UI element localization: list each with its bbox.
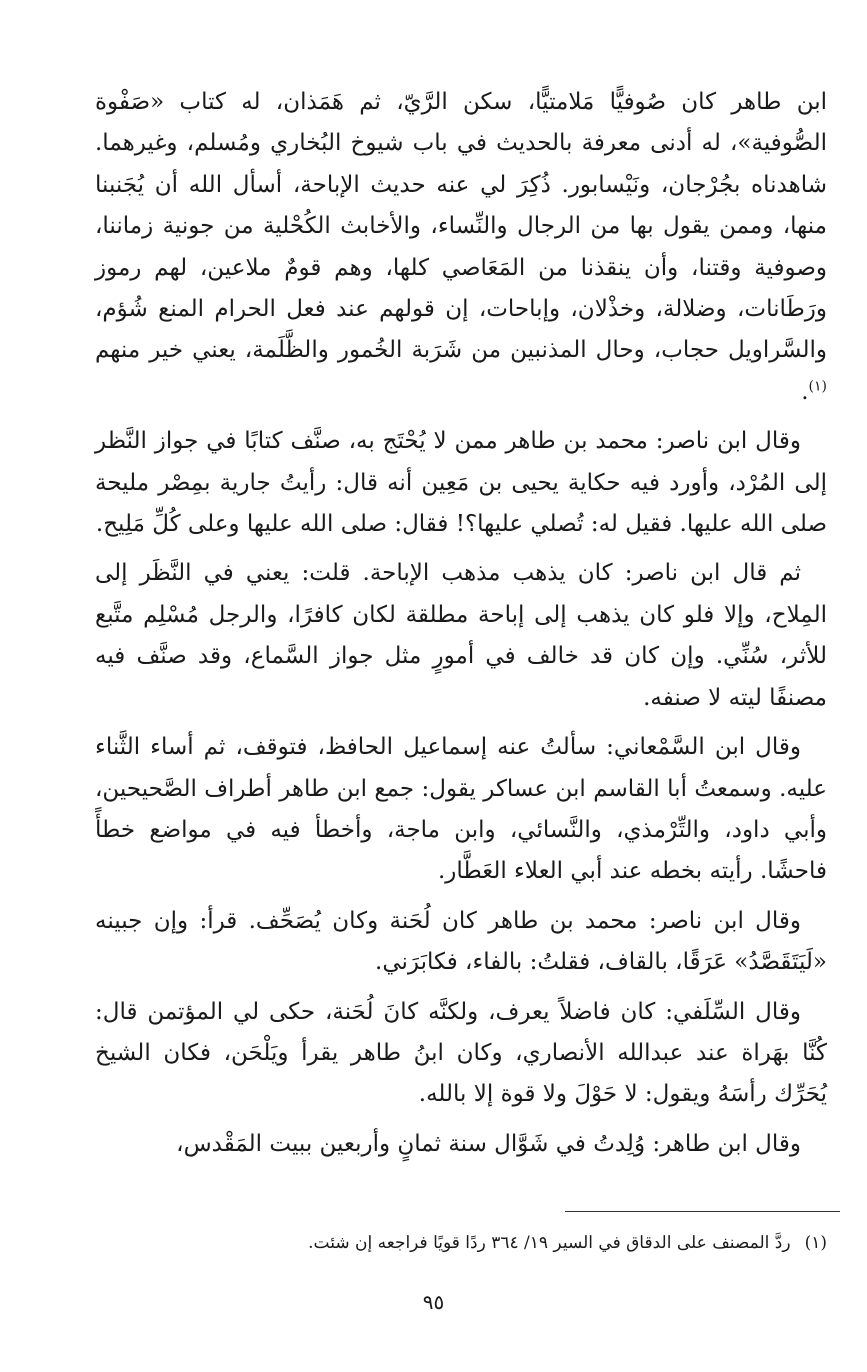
paragraph-5: وقال ابن ناصر: محمد بن طاهر كان لُحَنة وكان يُصَحِّف. قرأ: وإن جبينه «لَيَتَقَصَّدُ» عَرَقًا، بالقاف، فقلتُ: بالفاء، فكابَرَني.: [95, 907, 827, 976]
page-number: ٩٥: [422, 1290, 445, 1314]
paragraph-1: ابن طاهر كان صُوفيًّا مَلامتيًّا، سكن الرَّيّ، ثم هَمَذان، له كتاب «صَفْوة الصُّوفية»، له أدنى معرفة بالحديث في باب شيوخ البُخاري ومُسلم، وغيرهما. شاهدناه بجُرْجان، ونَيْسابور. ذُكِرَ لي عنه حديث الإباحة، أسأل الله أن يُجَنبنا منها، وممن يقول بها من الرجال والنِّساء، والأخابث الكُحْلية من جونية زماننا، وصوفية وقتنا، وأن ينقذنا من المَعَاصي كلها، وهم قومٌ ملاعين، لهم رموز ورَطَانات، وضلالة، وخذْلان، وإباحات، إن قولهم عند فعل الحرام المنع شُؤم، والسَّراويل حجاب، وحال المذنبين من شَرَبة الخُمور والظَّلَمة، يعني خير منهم $^{(١)}$.: [95, 89, 827, 405]
footnote-reference: (١): [808, 378, 827, 395]
footnote: [95, 1230, 827, 1256]
paragraph-2: وقال ابن ناصر: محمد بن طاهر ممن لا يُحْتَج به، صنَّف كتابًا في جواز النَّظر إلى المُرْد، وأورد فيه حكاية يحيى بن مَعِين أنه قال: رأيتُ جارية بمِصْر مليحة صلى الله عليها. فقيل له: تُصلي عليها؟! فقال: صلى الله عليها وعلى كُلِّ مَلِيح.: [95, 428, 827, 538]
footnote-text: ردَّ المصنف على الدقاق في السير ١٩/ ٣٦٤ ردًا قويًا فراجعه إن شئت.: [308, 1233, 791, 1253]
paragraph-7: وقال ابن طاهر: وُلِدتُ في شَوَّال سنة ثمانٍ وأربعين ببيت المَقْدس،: [176, 1130, 801, 1157]
paragraph-4: وقال ابن السَّمْعاني: سألتُ عنه إسماعيل الحافظ، فتوقف، ثم أساء الثَّناء عليه. وسمعتُ أبا القاسم ابن عساكر يقول: جمع ابن طاهر أطراف الصَّحيحين، وأبي داود، والتِّرْمذي، والنَّسائي، وابن ماجة، وأخطأ فيه في مواضع خطأً فاحشًا. رأيته بخطه عند أبي العلاء العَطَّار.: [95, 734, 827, 885]
paragraph-1-text: ابن طاهر كان صُوفيًّا مَلامتيًّا، سكن الرَّيّ، ثم هَمَذان، له كتاب «صَفْوة الصُّوفية»، له أدنى معرفة بالحديث في باب شيوخ البُخاري ومُسلم، وغيرهما. شاهدناه بجُرْجان، ونَيْسابور. ذُكِرَ لي عنه حديث الإباحة، أسأل الله أن يُجَنبنا منها، وممن يقول بها من الرجال والنِّساء، والأخابث الكُحْلية من جونية زماننا، وصوفية وقتنا، وأن ينقذنا من المَعَاصي كلها، وهم قومٌ ملاعين، لهم رموز ورَطَانات، وضلالة، وخذْلان، وإباحات، إن قولهم عند فعل الحرام المنع شُؤم، والسَّراويل حجاب، وحال المذنبين من شَرَبة الخُمور والظَّلَمة، يعني خير منهم: [95, 89, 827, 364]
footnote-marker: (١): [804, 1233, 827, 1253]
footnote-divider: [565, 1211, 840, 1212]
paragraph-6: وقال السِّلَفي: كان فاضلاً يعرف، ولكنَّه كانَ لُحَنة، حكى لي المؤتمن قال: كُنَّا بهَراة عند عبدالله الأنصاري، وكان ابنُ طاهر يقرأ ويَلْحَن، فكان الشيخ يُحَرِّك رأسَهُ ويقول: لا حَوْلَ ولا قوة إلا بالله.: [95, 998, 827, 1108]
paragraph-3: ثم قال ابن ناصر: كان يذهب مذهب الإباحة. قلت: يعني في النَّظَر إلى المِلاح، وإلا فلو كان يذهب إلى إباحة مطلقة لكان كافرًا، والرجل مُسْلِم متَّبع للأثر، سُنِّي. وإن كان قد خالف في أمورٍ مثل جواز السَّماع، وقد صنَّف فيه مصنفًا ليته لا صنفه.: [95, 560, 827, 711]
main-text: [95, 82, 827, 1173]
